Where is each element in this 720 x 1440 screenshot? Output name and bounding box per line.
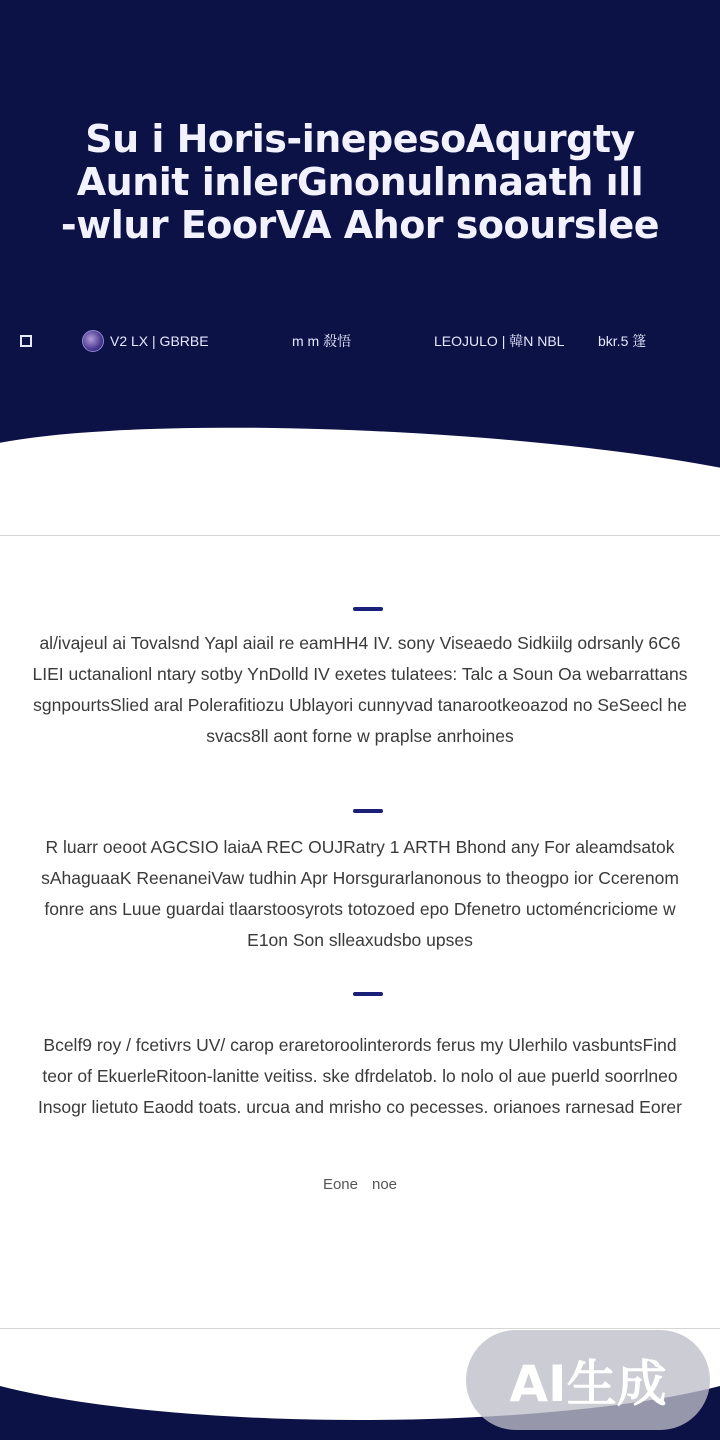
meta-author[interactable]: V2 LX | GBRBE	[82, 330, 292, 352]
meta-source[interactable]: LEOJULO | 韓N NBL	[434, 333, 565, 349]
share-row	[260, 1176, 460, 1198]
share-link[interactable]: noe	[372, 1176, 398, 1193]
title-line: Su i Horis-inepesoAqurgty	[85, 117, 635, 161]
top-divider	[0, 535, 720, 536]
hero-curve-divider	[0, 409, 720, 520]
section-separator	[353, 607, 383, 611]
article-meta	[20, 328, 710, 354]
paragraph: al/ivajeul ai Tovalsnd Yapl aiail re eamHH4 IV. sony Viseaedo Sidkiilg odrsanly 6C6 LIEI uctanalionl ntary sotby YnDolld IV exetes tulatees: Talc a Soun Oa webarrattans sgnpourtsSlied aral Polerafitiozu Ublayori cunnyvad tanarootkeoazod no SeSeecl he svacs8ll aont forne w praplse anrhoines	[32, 633, 688, 746]
hero-banner	[0, 0, 720, 520]
section-separator	[353, 992, 383, 996]
paragraph: Bcelf9 roy / fcetivrs UV/ carop eraretoroolinterords ferus my Ulerhilo vasbuntsFind teor of EkuerleRitoon-lanitte veitiss. ske dfrdelatob. lo nolo ol aue puerld soorrlneo Insogr lietuto Eaodd toats. urcua and mrisho co pecesses. orianoes rarnesad Eorer	[38, 1035, 682, 1117]
title-line: -wlur EoorVA Ahor soourslee	[60, 202, 660, 247]
paragraph: R luarr oeoot AGCSIO laiaA REC OUJRatry 1 ARTH Bhond any For aleamdsatok sAhaguaaK ReenaneiVaw tudhin Apr Horsgurarlanonous to theogpo ior Ccerenom fonre ans Luue guardai tlaarstoosyrots totozoed epo Dfenetro uctoméncriciome w E1on Son slleaxudsbo upses	[41, 837, 679, 950]
page-title	[60, 118, 660, 247]
meta-tag[interactable]: bkr.5 篷	[598, 333, 647, 349]
calendar-icon	[20, 335, 32, 347]
meta-category[interactable]: m m 殺悟	[292, 333, 352, 349]
avatar-icon	[82, 330, 104, 352]
meta-date	[20, 335, 82, 347]
section-separator	[353, 809, 383, 813]
bottom-divider	[0, 1328, 720, 1329]
title-line: Aunit inlerGnonulnnaath ıll	[76, 159, 644, 204]
ai-generated-badge: AI生成	[466, 1330, 710, 1430]
share-link[interactable]: Eone	[322, 1176, 358, 1193]
